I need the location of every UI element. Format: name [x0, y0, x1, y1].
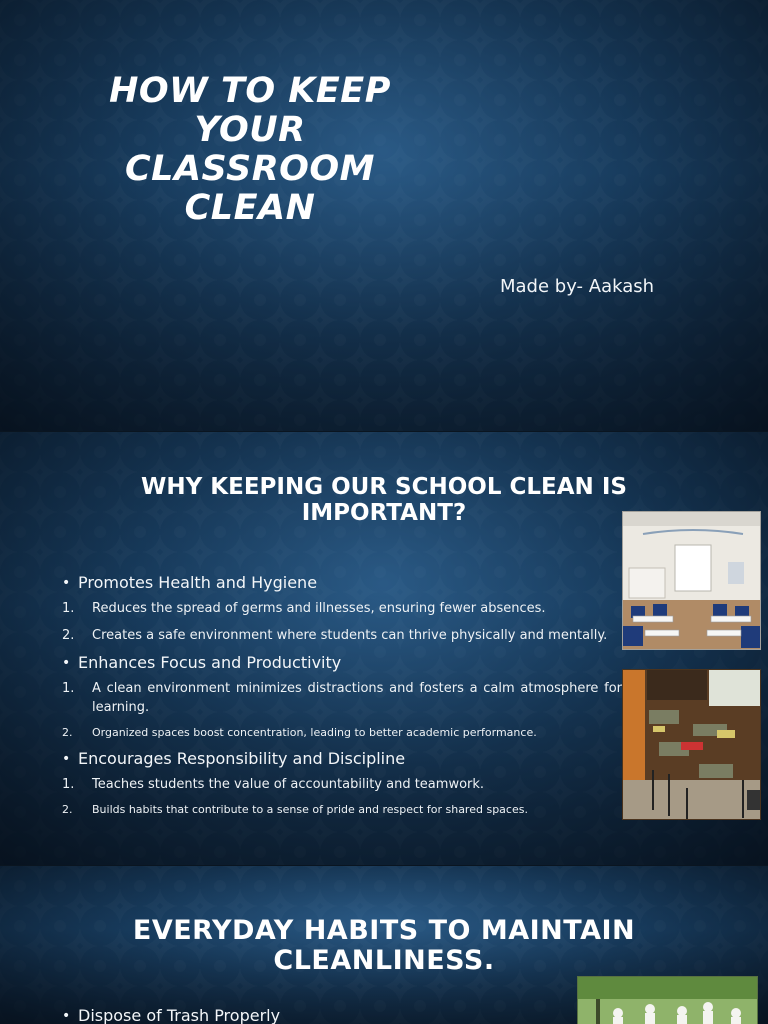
bullet-item: • Encourages Responsibility and Discipline: [62, 749, 622, 769]
item-text: Creates a safe environment where students can thrive physically and mentally.: [92, 628, 608, 643]
slide-why-important: [0, 432, 768, 866]
bullet-item: • Enhances Focus and Productivity: [62, 653, 622, 673]
slide-heading: EVERYDAY HABITS TO MAINTAIN CLEANLINESS.: [132, 915, 636, 976]
students-outdoor-photo: [577, 976, 758, 1024]
item-number: 2.: [62, 628, 75, 643]
bullet-item: • Promotes Health and Hygiene: [62, 573, 622, 593]
author-subtitle: Made by- Aakash: [500, 276, 655, 297]
item-number: 2.: [62, 726, 73, 739]
messy-classroom-illustration: [623, 670, 761, 820]
presentation-title: HOW TO KEEP YOUR CLASSROOM CLEAN: [109, 71, 391, 228]
numbered-item: [62, 802, 622, 818]
slide-everyday-habits: [0, 866, 768, 1024]
item-number: 1.: [62, 777, 75, 792]
item-text: Organized spaces boost concentration, leading to better academic performance.: [92, 726, 537, 739]
item-text: Teaches students the value of accountability and teamwork.: [92, 777, 485, 792]
numbered-item: [62, 725, 622, 741]
numbered-item: [62, 775, 622, 794]
slide-heading: WHY KEEPING OUR SCHOOL CLEAN IS IMPORTANT?: [141, 474, 627, 526]
students-outdoor-illustration: [578, 977, 758, 1024]
item-text: Reduces the spread of germs and illnesses, ensuring fewer absences.: [92, 601, 546, 616]
clean-classroom-illustration: [623, 512, 761, 650]
bullet-item: • Dispose of Trash Properly: [62, 1006, 462, 1024]
numbered-item: [62, 626, 622, 645]
bullet-list: [62, 573, 622, 826]
clean-classroom-photo: [622, 511, 761, 650]
item-number: 1.: [62, 601, 75, 616]
messy-classroom-photo: [622, 669, 761, 820]
slide-title: [0, 0, 768, 432]
bullet-list: [62, 1006, 462, 1024]
numbered-item: [62, 679, 622, 717]
item-number: 2.: [62, 803, 73, 816]
item-text: Builds habits that contribute to a sense of pride and respect for shared spaces.: [92, 803, 528, 816]
item-number: 1.: [62, 681, 75, 696]
numbered-item: [62, 599, 622, 618]
item-text: A clean environment minimizes distractions and fosters a calm atmosphere for learning.: [92, 681, 622, 715]
